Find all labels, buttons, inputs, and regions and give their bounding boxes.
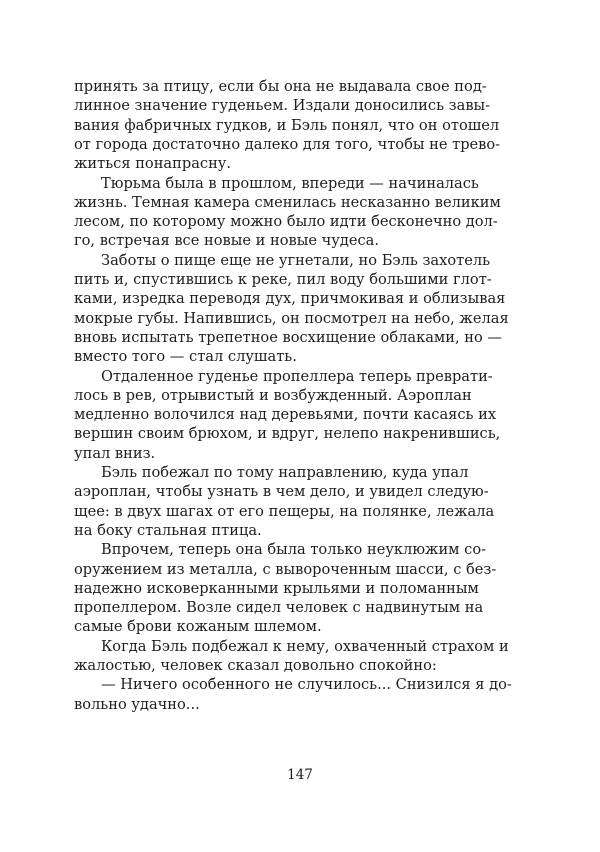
text-line: вольно удачно...: [74, 695, 200, 713]
text-line: щее: в двух шагах от его пещеры, на полянке, лежала: [74, 502, 495, 520]
text-line: от города достаточно далеко для того, чтобы не трево-: [74, 135, 501, 153]
text-line: надежно исковерканными крыльями и поломанным: [74, 579, 479, 597]
text-line: аэроплан, чтобы узнать в чем дело, и увидел следую-: [74, 483, 489, 501]
text-line: ками, изредка переводя дух, причмокивая и облизывая: [74, 290, 506, 308]
text-line: самые брови кожаным шлемом.: [74, 618, 322, 636]
text-line: житься понапрасну.: [74, 155, 232, 173]
text-line: медленно волочился над деревьями, почти касаясь их: [74, 406, 497, 424]
text-line: Отдаленное гуденье пропеллера теперь преврати-: [101, 367, 493, 385]
text-line: принять за птицу, если бы она не выдавала свое под-: [74, 78, 487, 95]
text-line: лось в рев, отрывистый и возбужденный. Аэроплан: [74, 386, 472, 404]
text-line: вания фабричных гудков, и Бэль понял, что он отошел: [74, 116, 500, 134]
text-line: лесом, по которому можно было идти бесконечно дол-: [74, 213, 498, 231]
text-line: вновь испытать трепетное восхищение облаками, но —: [74, 328, 503, 346]
text-line: на боку стальная птица.: [74, 521, 262, 539]
text-line: Бэль побежал по тому направлению, куда упал: [101, 464, 469, 481]
text-line: оружением из металла, с вывороченным шасси, с без-: [74, 560, 497, 578]
text-line: пропеллером. Возле сидел человек с надвинутым на: [74, 599, 484, 617]
text-line: упал вниз.: [74, 444, 156, 462]
text-line: Когда Бэль подбежал к нему, охваченный страхом и: [101, 637, 509, 655]
text-line: линное значение гуденьем. Издали доносились завы-: [74, 97, 491, 115]
text-line: — Ничего особенного не случилось... Снизился я до-: [101, 676, 512, 694]
text-line: Тюрьма была в прошлом, впереди — начиналась: [101, 174, 479, 192]
text-line: вместо того — стал слушать.: [74, 348, 297, 366]
text-line: го, встречая все новые и новые чудеса.: [74, 232, 379, 250]
text-line: жалостью, человек сказал довольно спокойно:: [74, 657, 437, 674]
text-line: мокрые губы. Напившись, он посмотрел на небо, желая: [74, 309, 509, 327]
text-line: пить и, спустившись к реке, пил воду большими глот-: [74, 271, 492, 288]
text-line: Впрочем, теперь она была только неуклюжим со-: [101, 541, 487, 559]
text-line: Заботы о пище еще не угнетали, но Бэль захотель: [101, 251, 491, 269]
text-line: вершин своим брюхом, и вдруг, нелепо накренившись,: [74, 425, 501, 443]
page-number: 147: [287, 767, 313, 783]
text-line: жизнь. Темная камера сменилась несказанно великим: [74, 193, 501, 211]
